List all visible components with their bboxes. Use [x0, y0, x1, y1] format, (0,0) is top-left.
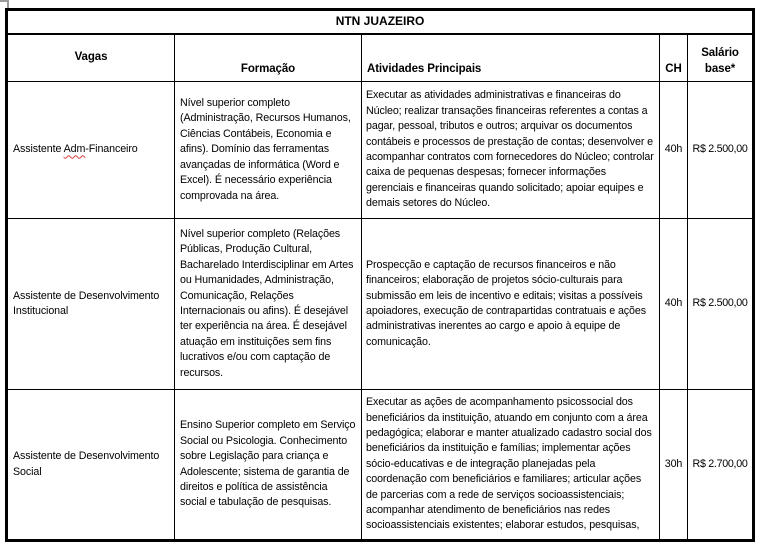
formacao-cell: [175, 219, 362, 390]
formacao-text: Nível superior completo (Administração, Recursos Humanos, Ciências Contábeis, Economia e afins). Domínio das ferramentas avançadas de informática (Word e Excel). É necessário experiência comprovada na área.: [180, 97, 351, 202]
column-header-salario: Salário base*: [688, 34, 754, 82]
atividades-cell: [362, 390, 660, 541]
formacao-cell: [175, 390, 362, 541]
vaga-label-misspelled-word: Adm: [63, 143, 86, 156]
salario-cell: R$ 2.500,00: [688, 219, 754, 390]
column-header-vagas: Vagas: [7, 34, 175, 82]
atividades-text: Executar as ações de acompanhamento psicossocial dos beneficiários da instituição, atuando em conjunto com a área pedagógica; elaborar e manter atualizado cadastro social dos beneficiários da instituição e famílias; implementar ações sócio-educativas e de integração planejadas pela coordenação com beneficiários e familiares; articular ações de parcerias com a rede de serviços socioassistenciais; acompanhar atendimento de beneficiários nas redes socioassistenciais existentes; elaborar estudos, pesquisas,: [366, 396, 652, 532]
vaga-cell: Assistente de Desenvolvimento Institucional: [7, 219, 175, 390]
job-vacancies-table: [5, 8, 755, 542]
column-header-formacao: Formação: [175, 34, 362, 82]
table-header-row: [7, 34, 754, 82]
vaga-cell: Assistente de Desenvolvimento Social: [7, 390, 175, 541]
ch-cell: 30h: [660, 390, 688, 541]
ch-cell: 40h: [660, 219, 688, 390]
table-title: NTN JUAZEIRO: [7, 10, 754, 35]
formacao-cell: [175, 82, 362, 219]
vaga-label-part: Assistente: [13, 143, 62, 156]
formacao-text: Ensino Superior completo em Serviço Social ou Psicologia. Conhecimento sobre Legislação para criança e Adolescente; sistema de garantia de direitos e política de assistência social e tabulação de pesquisas.: [180, 419, 356, 509]
salario-cell: R$ 2.500,00: [688, 82, 754, 219]
formacao-text: Nível superior completo (Relações Públicas, Produção Cultural, Bacharelado Interdisciplinar em Artes ou Humanidades, Administração, Comunicação, Relações Internacionais ou afins). É desejável ter experiência na área. É desejável atuação em instituições sem fins lucrativos e/ou com captação de recursos.: [180, 227, 354, 379]
table-row-assistente-adm-financeiro: [7, 82, 754, 219]
atividades-text: Prospecção e captação de recursos financeiros e não financeiros; elaboração de projetos sócio-culturais para submissão em leis de incentivo e editais; visitas a possíveis apoiadores, execução de contrapartidas contratuais e ações administrativas inerentes ao cargo e apoio à equipe de comunicação.: [366, 258, 646, 348]
table-row-assistente-desenvolvimento-institucional: [7, 219, 754, 390]
atividades-cell: [362, 82, 660, 219]
table-row-assistente-desenvolvimento-social: [7, 390, 754, 541]
column-header-ch: CH: [660, 34, 688, 82]
atividades-text: Executar as atividades administrativas e financeiras do Núcleo; realizar transações financeiras referentes a contas a pagar, pessoal, tributos e outros; arquivar os documentos contábeis e processos de prestação de contas; desenvolver e acompanhar contratos com fornecedores do Núcleo; controlar caixa de pequenas despesas; fornecer informações gerenciais e financeiras quando solicitado; apoiar equipes e demais setores do Núcleo.: [366, 89, 654, 210]
ch-cell: 40h: [660, 82, 688, 219]
atividades-cell: [362, 219, 660, 390]
vaga-label-part: -Financeiro: [85, 143, 138, 156]
column-header-atividades: Atividades Principais: [362, 34, 660, 82]
vaga-cell: [7, 82, 175, 219]
table-title-row: [7, 10, 754, 35]
salario-cell: R$ 2.700,00: [688, 390, 754, 541]
